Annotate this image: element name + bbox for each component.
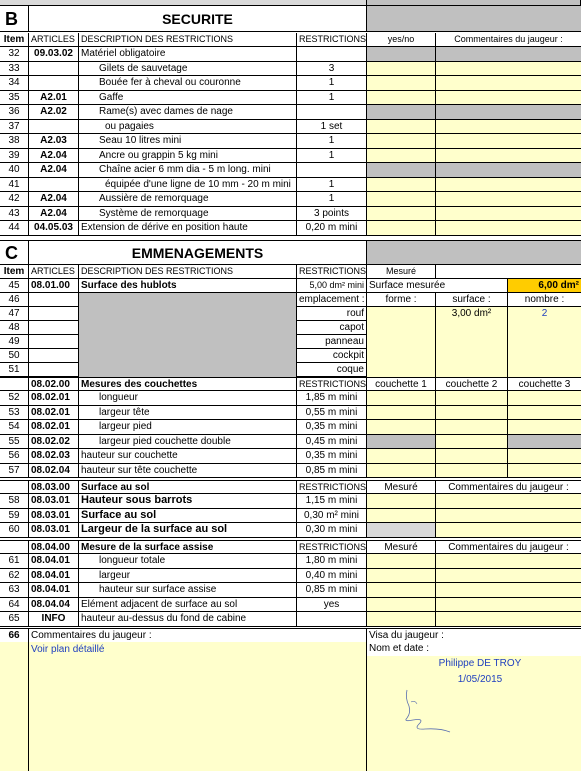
sol-measured-header: Mesuré bbox=[367, 480, 436, 494]
row-article: A2.02 bbox=[29, 105, 79, 120]
header-c-blank bbox=[436, 265, 581, 279]
section-b-title-filler bbox=[367, 6, 581, 32]
row-45-measured-label: Surface mesurée bbox=[367, 279, 508, 293]
section-c-letter: C bbox=[0, 240, 29, 265]
sol-comments-header: Commentaires du jaugeur : bbox=[436, 480, 581, 494]
header-item: Item bbox=[0, 33, 29, 47]
row-item-65: 65 bbox=[0, 612, 29, 627]
footer-inspector-name: Philippe DE TROY bbox=[438, 658, 522, 669]
emplacement-label: emplacement : bbox=[297, 293, 367, 307]
row-comment-field[interactable] bbox=[436, 149, 581, 163]
couchette-2-field[interactable] bbox=[436, 406, 508, 420]
row-restriction: 0,35 m mini bbox=[297, 420, 367, 435]
row-item-44: 44 bbox=[0, 221, 29, 236]
row-restriction: 0,20 m mini bbox=[297, 221, 367, 236]
row-article: 08.04.01 bbox=[29, 569, 79, 583]
row-description: Aussière de remorquage bbox=[79, 192, 297, 207]
row-description: Système de remorquage bbox=[79, 207, 297, 221]
row-45-restr: 5,00 dm² mini bbox=[297, 279, 367, 293]
row-description: hauteur sur tête couchette bbox=[79, 464, 297, 478]
row-yesno-field[interactable] bbox=[367, 221, 436, 236]
row-item-47: 47 bbox=[0, 307, 29, 321]
row-yesno-field[interactable] bbox=[367, 192, 436, 207]
sol-header-article: 08.03.00 bbox=[29, 480, 79, 494]
hublot-surface-field[interactable] bbox=[436, 363, 508, 377]
header-yesno: yes/no bbox=[367, 33, 436, 47]
hublot-surface-field[interactable] bbox=[436, 335, 508, 349]
row-description: largeur tête bbox=[79, 406, 297, 420]
row-article bbox=[29, 76, 79, 91]
row-comment-field[interactable] bbox=[436, 207, 581, 221]
header-description-c: DESCRIPTION DES RESTRICTIONS bbox=[79, 265, 297, 279]
row-comment-field[interactable] bbox=[436, 62, 581, 76]
sol-header-item-blank bbox=[0, 480, 29, 494]
assise-measured-field[interactable] bbox=[367, 554, 436, 569]
row-yesno-field[interactable] bbox=[367, 47, 436, 62]
couchette-2-field[interactable] bbox=[436, 449, 508, 464]
row-item-60: 60 bbox=[0, 523, 29, 538]
row-article-empty bbox=[29, 335, 79, 349]
row-comment-field[interactable] bbox=[436, 105, 581, 120]
row-yesno-field[interactable] bbox=[367, 120, 436, 134]
row-restriction: 0,40 m mini bbox=[297, 569, 367, 583]
row-66-item: 66 bbox=[0, 628, 29, 642]
row-article: 08.02.02 bbox=[29, 435, 79, 449]
header-articles-c: ARTICLES bbox=[29, 265, 79, 279]
row-article: 08.04.04 bbox=[29, 598, 79, 612]
row-item-51: 51 bbox=[0, 363, 29, 377]
assise-measured-field[interactable] bbox=[367, 598, 436, 612]
row-comment-field[interactable] bbox=[436, 91, 581, 105]
row-description: Hauteur sous barrots bbox=[79, 494, 297, 509]
surface-label: surface : bbox=[436, 293, 508, 307]
row-restriction: 1 bbox=[297, 91, 367, 105]
couchette-1-field[interactable] bbox=[367, 391, 436, 406]
hublot-forme-field[interactable] bbox=[367, 349, 436, 363]
row-article: 08.04.01 bbox=[29, 583, 79, 598]
hublot-nombre-field[interactable] bbox=[508, 335, 581, 349]
row-article: 08.04.01 bbox=[29, 554, 79, 569]
row-description: Gilets de sauvetage bbox=[79, 62, 297, 76]
row-article bbox=[29, 178, 79, 192]
header-comments: Commentaires du jaugeur : bbox=[436, 33, 581, 47]
row-description: longueur bbox=[79, 391, 297, 406]
row-restriction: 1,80 m mini bbox=[297, 554, 367, 569]
header-item-c: Item bbox=[0, 265, 29, 279]
row-item-36: 36 bbox=[0, 105, 29, 120]
row-yesno-field[interactable] bbox=[367, 163, 436, 178]
couchette-1-header: couchette 1 bbox=[367, 377, 436, 391]
row-comment-field[interactable] bbox=[436, 192, 581, 207]
couchette-2-header: couchette 2 bbox=[436, 377, 508, 391]
couchette-1-field[interactable] bbox=[367, 406, 436, 420]
row-item-53: 53 bbox=[0, 406, 29, 420]
footer-visa-label: Visa du jaugeur : bbox=[367, 628, 581, 642]
row-item-43: 43 bbox=[0, 207, 29, 221]
row-article: A2.03 bbox=[29, 134, 79, 149]
row-restriction: 1 bbox=[297, 76, 367, 91]
row-item-39: 39 bbox=[0, 149, 29, 163]
row-item-37: 37 bbox=[0, 120, 29, 134]
row-description: hauteur sur couchette bbox=[79, 449, 297, 464]
row-item-35: 35 bbox=[0, 91, 29, 105]
forme-label: forme : bbox=[367, 293, 436, 307]
row-article-empty bbox=[29, 363, 79, 377]
row-article: 09.03.02 bbox=[29, 47, 79, 62]
couchette-2-field[interactable] bbox=[436, 391, 508, 406]
hublot-place: panneau bbox=[297, 335, 367, 349]
row-article-empty bbox=[29, 293, 79, 307]
row-item-61: 61 bbox=[0, 554, 29, 569]
row-description: Elément adjacent de surface au sol bbox=[79, 598, 297, 612]
row-article: 08.02.01 bbox=[29, 420, 79, 435]
assise-header-article: 08.04.00 bbox=[29, 540, 79, 554]
hublot-place: capot bbox=[297, 321, 367, 335]
couchette-1-field[interactable] bbox=[367, 420, 436, 435]
footer-comments-label: Commentaires du jaugeur : bbox=[29, 628, 367, 642]
row-description: largeur pied bbox=[79, 420, 297, 435]
row-yesno-field[interactable] bbox=[367, 91, 436, 105]
row-item-62: 62 bbox=[0, 569, 29, 583]
header-measured-c: Mesuré bbox=[367, 265, 436, 279]
assise-comment-field[interactable] bbox=[436, 612, 581, 627]
row-45-desc: Surface des hublots bbox=[79, 279, 297, 293]
couchette-2-field[interactable] bbox=[436, 464, 508, 478]
row-comment-field[interactable] bbox=[436, 47, 581, 62]
footer-left-gutter bbox=[0, 642, 29, 771]
hublot-forme-field[interactable] bbox=[367, 363, 436, 377]
row-item-38: 38 bbox=[0, 134, 29, 149]
row-description: Chaîne acier 6 mm dia - 5 m long. mini bbox=[79, 163, 297, 178]
row-restriction: 0,85 m mini bbox=[297, 464, 367, 478]
hublot-forme-field[interactable] bbox=[367, 307, 436, 321]
row-comment-field[interactable] bbox=[436, 134, 581, 149]
couchette-3-field[interactable] bbox=[508, 464, 581, 478]
row-article: A2.04 bbox=[29, 149, 79, 163]
row-description: hauteur sur surface assise bbox=[79, 583, 297, 598]
row-yesno-field[interactable] bbox=[367, 62, 436, 76]
row-article: 08.03.01 bbox=[29, 494, 79, 509]
hublot-forme-field[interactable] bbox=[367, 335, 436, 349]
row-restriction: 0,55 m mini bbox=[297, 406, 367, 420]
row-item-48: 48 bbox=[0, 321, 29, 335]
row-article: 08.02.04 bbox=[29, 464, 79, 478]
row-article bbox=[29, 62, 79, 76]
hublot-nombre-field[interactable]: 2 bbox=[508, 307, 581, 321]
row-description: largeur bbox=[79, 569, 297, 583]
row-restriction: 1 set bbox=[297, 120, 367, 134]
row-article: 08.02.03 bbox=[29, 449, 79, 464]
row-item-64: 64 bbox=[0, 598, 29, 612]
row-item-63: 63 bbox=[0, 583, 29, 598]
couchettes-header-restrictions: RESTRICTIONS bbox=[299, 379, 367, 389]
footer-inspection-date: 1/05/2015 bbox=[457, 674, 503, 685]
row-comment-field[interactable] bbox=[436, 221, 581, 236]
assise-header-item-blank bbox=[0, 540, 29, 554]
sol-measured-field[interactable] bbox=[367, 523, 436, 538]
row-yesno-field[interactable] bbox=[367, 207, 436, 221]
row-restriction bbox=[297, 612, 367, 627]
sol-header-title: Surface au sol bbox=[79, 480, 297, 494]
row-item-52: 52 bbox=[0, 391, 29, 406]
row-article: A2.04 bbox=[29, 163, 79, 178]
row-restriction: 0,85 m mini bbox=[297, 583, 367, 598]
row-restriction bbox=[297, 163, 367, 178]
sol-comment-field[interactable] bbox=[436, 494, 581, 509]
row-restriction: 1,85 m mini bbox=[297, 391, 367, 406]
assise-comment-field[interactable] bbox=[436, 569, 581, 583]
row-article: 08.03.01 bbox=[29, 509, 79, 523]
assise-header-restrictions: RESTRICTIONS bbox=[299, 542, 367, 552]
assise-measured-field[interactable] bbox=[367, 612, 436, 627]
row-restriction: 1 bbox=[297, 192, 367, 207]
row-description: largeur pied couchette double bbox=[79, 435, 297, 449]
row-restriction: yes bbox=[297, 598, 367, 612]
couchette-3-field[interactable] bbox=[508, 435, 581, 449]
hublot-forme-field[interactable] bbox=[367, 321, 436, 335]
row-description: Gaffe bbox=[79, 91, 297, 105]
row-article: A2.01 bbox=[29, 91, 79, 105]
row-item-59: 59 bbox=[0, 509, 29, 523]
row-restriction: 3 bbox=[297, 62, 367, 76]
header-restrictions-c: RESTRICTIONS bbox=[297, 265, 367, 279]
footer-comments-value[interactable]: Voir plan détaillé bbox=[29, 642, 367, 771]
sol-measured-field[interactable] bbox=[367, 509, 436, 523]
row-restriction: 0,30 m mini bbox=[297, 523, 367, 538]
row-description: hauteur au-dessus du fond de cabine bbox=[79, 612, 297, 627]
row-item-50: 50 bbox=[0, 349, 29, 363]
assise-comment-field[interactable] bbox=[436, 554, 581, 569]
row-item-41: 41 bbox=[0, 178, 29, 192]
row-45-article: 08.01.00 bbox=[29, 279, 79, 293]
row-comment-field[interactable] bbox=[436, 178, 581, 192]
row-item-57: 57 bbox=[0, 464, 29, 478]
row-article: 04.05.03 bbox=[29, 221, 79, 236]
row-restriction bbox=[297, 47, 367, 62]
row-yesno-field[interactable] bbox=[367, 105, 436, 120]
row-item-42: 42 bbox=[0, 192, 29, 207]
row-article: A2.04 bbox=[29, 207, 79, 221]
row-article: 08.02.01 bbox=[29, 391, 79, 406]
row-description: ou pagaies bbox=[79, 120, 297, 134]
hublot-nombre-field[interactable] bbox=[508, 363, 581, 377]
hublot-nombre-field[interactable] bbox=[508, 349, 581, 363]
header-articles: ARTICLES bbox=[29, 33, 79, 47]
row-comment-field[interactable] bbox=[436, 120, 581, 134]
couchettes-header-title: Mesures des couchettes bbox=[79, 377, 297, 391]
row-article: 08.03.01 bbox=[29, 523, 79, 538]
row-yesno-field[interactable] bbox=[367, 134, 436, 149]
row-item-58: 58 bbox=[0, 494, 29, 509]
couchette-1-field[interactable] bbox=[367, 449, 436, 464]
row-yesno-field[interactable] bbox=[367, 178, 436, 192]
assise-comment-field[interactable] bbox=[436, 598, 581, 612]
row-item-46: 46 bbox=[0, 293, 29, 307]
hublot-nombre-field[interactable] bbox=[508, 321, 581, 335]
hublot-place: cockpit bbox=[297, 349, 367, 363]
couchettes-header-item-blank bbox=[0, 377, 29, 391]
section-c-title-filler bbox=[367, 240, 581, 265]
header-description: DESCRIPTION DES RESTRICTIONS bbox=[79, 33, 297, 47]
row-article-empty bbox=[29, 349, 79, 363]
handwritten-signature bbox=[395, 688, 465, 738]
row-description: Rame(s) avec dames de nage bbox=[79, 105, 297, 120]
couchette-2-field[interactable] bbox=[436, 420, 508, 435]
sol-header-restrictions: RESTRICTIONS bbox=[299, 482, 367, 492]
hublot-surface-field[interactable] bbox=[436, 321, 508, 335]
row-article-empty bbox=[29, 321, 79, 335]
couchette-3-field[interactable] bbox=[508, 449, 581, 464]
hublot-place: coque bbox=[297, 363, 367, 377]
header-restrictions: RESTRICTIONS bbox=[297, 33, 367, 47]
footer-name-date-label: Nom et date : bbox=[369, 643, 430, 654]
row-yesno-field[interactable] bbox=[367, 149, 436, 163]
row-45-item: 45 bbox=[0, 279, 29, 293]
sol-comment-field[interactable] bbox=[436, 509, 581, 523]
row-description: longueur totale bbox=[79, 554, 297, 569]
row-item-54: 54 bbox=[0, 420, 29, 435]
row-item-56: 56 bbox=[0, 449, 29, 464]
assise-comments-header: Commentaires du jaugeur : bbox=[436, 540, 581, 554]
row-restriction: 3 points bbox=[297, 207, 367, 221]
row-restriction: 1 bbox=[297, 134, 367, 149]
row-description: Ancre ou grappin 5 kg mini bbox=[79, 149, 297, 163]
section-b-letter: B bbox=[0, 6, 29, 32]
couchette-3-field[interactable] bbox=[508, 406, 581, 420]
assise-measured-field[interactable] bbox=[367, 583, 436, 598]
row-restriction: 0,30 m² mini bbox=[297, 509, 367, 523]
row-description: Extension de dérive en position haute bbox=[79, 221, 297, 236]
sol-comment-field[interactable] bbox=[436, 523, 581, 538]
couchette-3-header: couchette 3 bbox=[508, 377, 581, 391]
nombre-label: nombre : bbox=[508, 293, 581, 307]
hublot-surface-field[interactable]: 3,00 dm² bbox=[436, 307, 508, 321]
row-description: Bouée fer à cheval ou couronne bbox=[79, 76, 297, 91]
row-description: équipée d'une ligne de 10 mm - 20 m mini bbox=[79, 178, 297, 192]
assise-measured-header: Mesuré bbox=[367, 540, 436, 554]
section-c-title: EMMENAGEMENTS bbox=[29, 240, 367, 265]
row-comment-field[interactable] bbox=[436, 163, 581, 178]
couchettes-header-article: 08.02.00 bbox=[29, 377, 79, 391]
hublots-grey-area bbox=[79, 293, 297, 377]
assise-comment-field[interactable] bbox=[436, 583, 581, 598]
row-article: INFO bbox=[29, 612, 79, 627]
row-item-55: 55 bbox=[0, 435, 29, 449]
row-restriction: 0,45 m mini bbox=[297, 435, 367, 449]
row-item-34: 34 bbox=[0, 76, 29, 91]
assise-header-title: Mesure de la surface assise bbox=[79, 540, 297, 554]
section-b-title: SECURITE bbox=[29, 6, 367, 32]
row-description: Surface au sol bbox=[79, 509, 297, 523]
row-article: A2.04 bbox=[29, 192, 79, 207]
row-description: Matériel obligatoire bbox=[79, 47, 297, 62]
row-restriction: 1,15 m mini bbox=[297, 494, 367, 509]
row-item-32: 32 bbox=[0, 47, 29, 62]
couchette-2-field[interactable] bbox=[436, 435, 508, 449]
row-article bbox=[29, 120, 79, 134]
row-comment-field[interactable] bbox=[436, 76, 581, 91]
hublot-surface-field[interactable] bbox=[436, 349, 508, 363]
row-description: Seau 10 litres mini bbox=[79, 134, 297, 149]
row-restriction bbox=[297, 105, 367, 120]
row-yesno-field[interactable] bbox=[367, 76, 436, 91]
row-item-40: 40 bbox=[0, 163, 29, 178]
couchette-1-field[interactable] bbox=[367, 464, 436, 478]
row-item-33: 33 bbox=[0, 62, 29, 76]
couchette-3-field[interactable] bbox=[508, 391, 581, 406]
couchette-3-field[interactable] bbox=[508, 420, 581, 435]
row-restriction: 0,35 m mini bbox=[297, 449, 367, 464]
couchette-1-field[interactable] bbox=[367, 435, 436, 449]
hublot-place: rouf bbox=[297, 307, 367, 321]
row-item-49: 49 bbox=[0, 335, 29, 349]
row-description: Largeur de la surface au sol bbox=[79, 523, 297, 538]
sol-measured-field[interactable] bbox=[367, 494, 436, 509]
row-restriction: 1 bbox=[297, 149, 367, 163]
row-article-empty bbox=[29, 307, 79, 321]
row-45-measured-value[interactable]: 6,00 dm² bbox=[508, 279, 581, 293]
row-restriction: 1 bbox=[297, 178, 367, 192]
row-article: 08.02.01 bbox=[29, 406, 79, 420]
assise-measured-field[interactable] bbox=[367, 569, 436, 583]
